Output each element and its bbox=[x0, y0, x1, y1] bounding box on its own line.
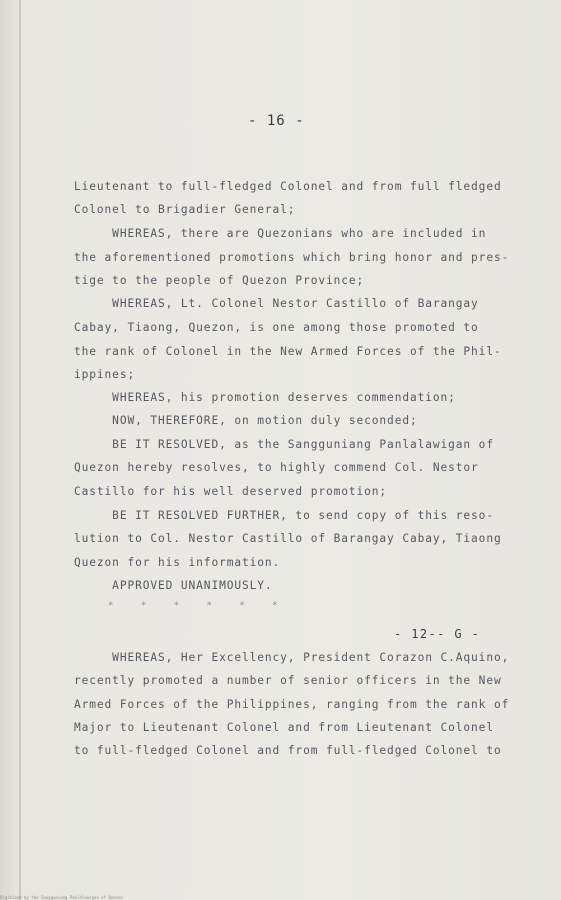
text-line: ippines; bbox=[74, 368, 136, 381]
text-line: BE IT RESOLVED, as the Sangguniang Panlalawigan of bbox=[74, 438, 494, 451]
section-code: - 12-- G - bbox=[394, 627, 481, 641]
text-line: NOW, THEREFORE, on motion duly seconded; bbox=[74, 414, 418, 427]
text-line: lution to Col. Nestor Castillo of Barangay Cabay, Tiaong bbox=[74, 532, 502, 545]
text-line: tige to the people of Quezon Province; bbox=[74, 274, 365, 287]
text-line: Major to Lieutenant Colonel and from Lieutenant Colonel bbox=[74, 721, 494, 734]
text-line: Armed Forces of the Philippines, ranging from the rank of bbox=[74, 698, 510, 711]
text-line: WHEREAS, Her Excellency, President Corazon C.Aquino, bbox=[74, 651, 510, 664]
text-line: to full-fledged Colonel and from full-fledged Colonel to bbox=[74, 744, 502, 757]
text-line: WHEREAS, there are Quezonians who are included in bbox=[74, 227, 487, 240]
page-edge bbox=[19, 0, 21, 900]
text-line: WHEREAS, his promotion deserves commendation; bbox=[74, 391, 456, 404]
text-line: recently promoted a number of senior officers in the New bbox=[74, 674, 502, 687]
text-line: Lieutenant to full-fledged Colonel and from full fledged bbox=[74, 180, 502, 193]
text-line: BE IT RESOLVED FURTHER, to send copy of this reso- bbox=[74, 509, 494, 522]
text-line: Cabay, Tiaong, Quezon, is one among those promoted to bbox=[74, 321, 479, 334]
page-number: - 16 - bbox=[248, 113, 305, 129]
digitization-footer: Digitized by the Sangguniang Panlalawigan of Quezon bbox=[0, 895, 123, 900]
separator-asterisks: * * * * * * bbox=[108, 601, 289, 611]
text-line: Quezon hereby resolves, to highly commend Col. Nestor bbox=[74, 461, 479, 474]
text-line: APPROVED UNANIMOUSLY. bbox=[74, 579, 273, 592]
text-line: Colonel to Brigadier General; bbox=[74, 203, 296, 216]
text-line: WHEREAS, Lt. Colonel Nestor Castillo of Barangay bbox=[74, 297, 479, 310]
text-line: Quezon for his information. bbox=[74, 556, 281, 569]
text-line: the aforementioned promotions which bring honor and pres- bbox=[74, 251, 510, 264]
text-line: Castillo for his well deserved promotion; bbox=[74, 485, 388, 498]
text-line: the rank of Colonel in the New Armed Forces of the Phil- bbox=[74, 345, 502, 358]
